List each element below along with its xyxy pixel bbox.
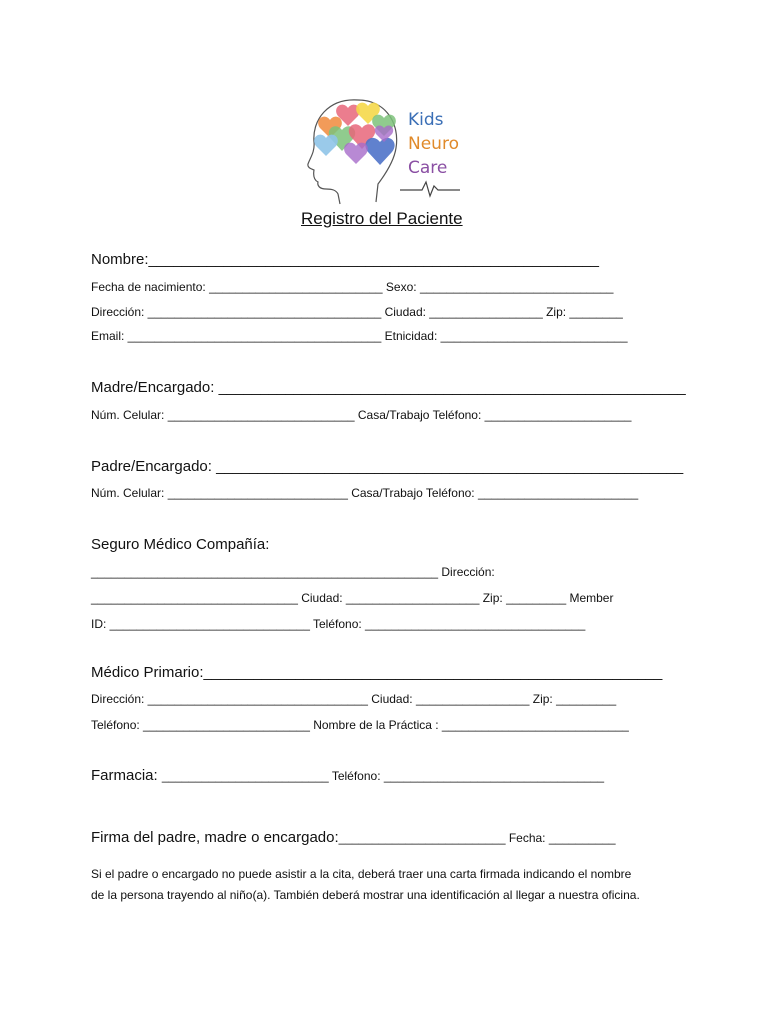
note-line-1: Si el padre o encargado no puede asistir a la cita, deberá traer una carta firmada indicando el nombre xyxy=(91,867,632,881)
heartbeat-line-icon xyxy=(400,178,460,198)
madre-encargado-field[interactable]: Madre/Encargado: ________________________________________________________ xyxy=(91,379,686,396)
page-title: Registro del Paciente xyxy=(301,209,463,228)
seguro-medico-heading: Seguro Médico Compañía: xyxy=(91,536,270,553)
seguro-id-telefono-row[interactable]: ID: ______________________________ Teléfono: _________________________________ xyxy=(91,617,586,631)
seguro-compania-direccion-row[interactable]: ____________________________________________________ Dirección: xyxy=(91,565,495,579)
fecha-nacimiento-sexo-row[interactable]: Fecha de nacimiento: __________________________ Sexo: _____________________________ xyxy=(91,280,614,294)
farmacia-telefono[interactable]: Teléfono: _________________________________ xyxy=(331,769,605,783)
kids-neuro-care-logo xyxy=(300,90,470,205)
email-etnicidad-row[interactable]: Email: ______________________________________ Etnicidad: ____________________________ xyxy=(91,329,628,343)
direccion-ciudad-zip-row[interactable]: Dirección: ___________________________________ Ciudad: _________________ Zip: ________ xyxy=(91,305,623,319)
farmacia-blank[interactable]: _________________________ xyxy=(161,769,332,783)
nombre-field[interactable]: Nombre:______________________________________________________ xyxy=(91,251,600,268)
logo-text-neuro: Neuro xyxy=(408,134,459,154)
farmacia-label: Farmacia: xyxy=(91,767,162,784)
logo-text-care: Care xyxy=(408,158,448,178)
seguro-ciudad-zip-row[interactable]: _______________________________ Ciudad: ____________________ Zip: _________ Member xyxy=(91,591,614,605)
medico-primario-field[interactable]: Médico Primario:_______________________________________________________ xyxy=(91,664,663,681)
firma-label: Firma del padre, madre o encargado: xyxy=(91,829,339,846)
medico-telefono-practica-row[interactable]: Teléfono: _________________________ Nombre de la Práctica : ____________________________ xyxy=(91,718,629,732)
firma-row[interactable] xyxy=(91,829,616,847)
firma-fecha[interactable]: Fecha: __________ xyxy=(508,831,616,845)
padre-encargado-field[interactable]: Padre/Encargado: ________________________________________________________ xyxy=(91,458,684,475)
padre-telefonos-row[interactable]: Núm. Celular: ___________________________ Casa/Trabajo Teléfono: ________________________ xyxy=(91,486,639,500)
child-head-hearts-logo-icon xyxy=(300,90,410,205)
farmacia-row[interactable] xyxy=(91,767,604,785)
note-line-2: de la persona trayendo al niño(a). También deberá mostrar una identificación al llegar a nuestra oficina. xyxy=(91,888,640,902)
logo-text-kids: Kids xyxy=(408,110,444,130)
madre-telefonos-row[interactable]: Núm. Celular: ____________________________ Casa/Trabajo Teléfono: ______________________ xyxy=(91,408,632,422)
firma-blank[interactable]: _________________________ xyxy=(338,831,509,845)
medico-direccion-row[interactable]: Dirección: _________________________________ Ciudad: _________________ Zip: _________ xyxy=(91,692,617,706)
